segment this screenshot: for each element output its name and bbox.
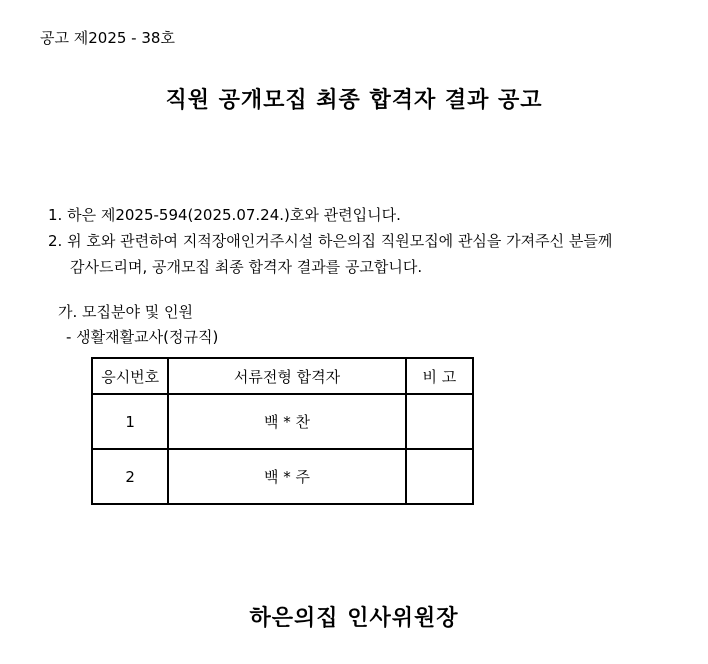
table-header-row [92, 358, 473, 394]
body-item-1: 1. 하은 제2025-594(2025.07.24.)호와 관련입니다. [48, 206, 401, 224]
section-subheading: - 생활재활교사(정규직) [66, 328, 219, 346]
cell-passed-applicant: 백 * 찬 [168, 394, 405, 449]
table-row [92, 449, 473, 504]
result-table [91, 357, 474, 505]
section-heading: 가. 모집분야 및 인원 [58, 303, 193, 321]
cell-applicant-number: 2 [92, 449, 168, 504]
cell-applicant-number: 1 [92, 394, 168, 449]
body-item-2-line-2: 감사드리며, 공개모집 최종 합격자 결과를 공고합니다. [70, 258, 423, 276]
header-passed-applicant: 서류전형 합격자 [168, 358, 405, 394]
body-item-2-line-1: 2. 위 호와 관련하여 지적장애인거주시설 하은의집 직원모집에 관심을 가져주신 분들께 [48, 232, 613, 250]
signer: 하은의집 인사위원장 [249, 606, 459, 631]
cell-remarks [406, 449, 473, 504]
header-remarks: 비 고 [406, 358, 473, 394]
cell-passed-applicant: 백 * 주 [168, 449, 405, 504]
table-row [92, 394, 473, 449]
cell-remarks [406, 394, 473, 449]
notice-number: 공고 제2025 - 38호 [40, 29, 175, 47]
header-applicant-number: 응시번호 [92, 358, 168, 394]
page-title: 직원 공개모집 최종 합격자 결과 공고 [165, 88, 543, 113]
